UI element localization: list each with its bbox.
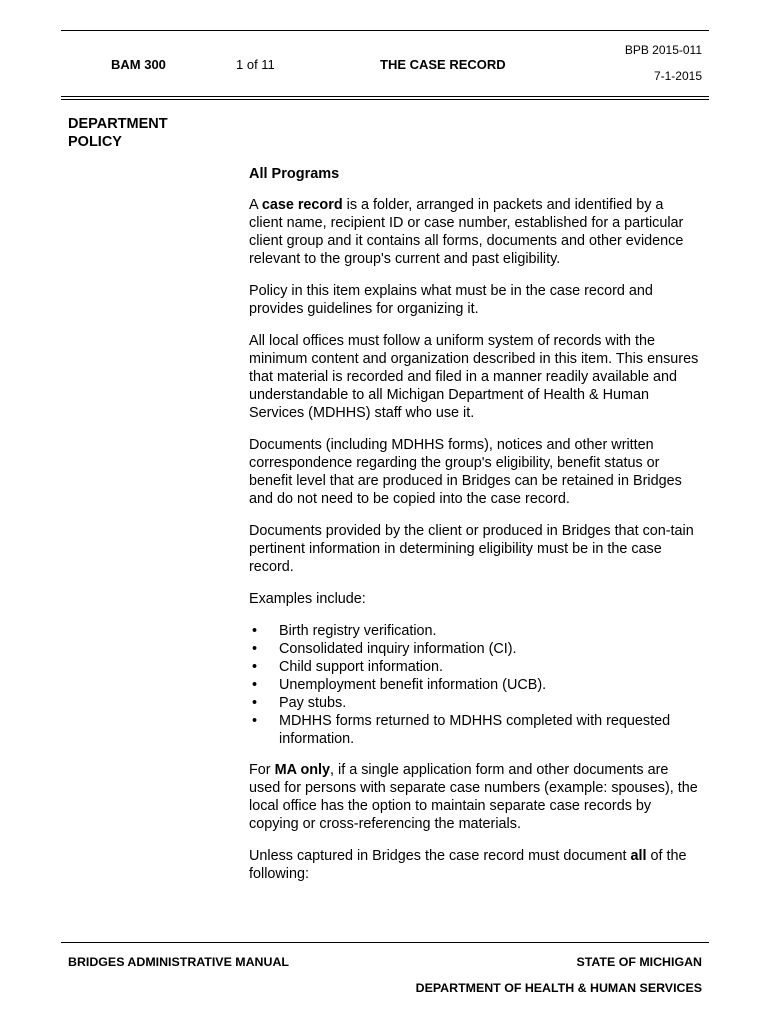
list-item (249, 640, 699, 658)
p8-lead: Unless captured in Bridges the case record must document (249, 848, 631, 864)
header-bottom-rule (61, 96, 709, 97)
p7-lead: For (249, 762, 275, 778)
policy-body (249, 165, 699, 897)
section-heading (68, 115, 168, 151)
p1-term: case record (261, 197, 343, 213)
paragraph-documents-bridges: Documents (including MDHHS forms), notices and other written correspondence regarding the group's eligibility, benefit status or benefit level that are produced in Bridges can be retained in Bridges and do not need to be copied into the case record. (249, 437, 682, 507)
paragraph-policy-purpose: Policy in this item explains what must be in the case record and provides guidelines for organizing it. (249, 283, 653, 317)
list-item (249, 694, 699, 712)
list-item-text: Child support information. (279, 659, 443, 675)
paragraph-case-record (249, 196, 699, 268)
bullet-icon: • (252, 623, 258, 639)
manual-code: BAM 300 (111, 57, 166, 72)
footer-rule (61, 942, 709, 943)
examples-list (249, 622, 699, 748)
bullet-icon: • (252, 659, 258, 675)
p7-term: MA only (274, 762, 331, 778)
section-heading-line-2: POLICY (68, 134, 122, 150)
bulletin-number: BPB 2015-011 (624, 43, 702, 57)
list-item-text: MDHHS forms returned to MDHHS completed with requested information. (279, 713, 671, 747)
page-number: 1 of 11 (236, 57, 275, 72)
document-title: THE CASE RECORD (380, 57, 506, 72)
p8-term: all (630, 848, 647, 864)
header-bottom-rule-2 (61, 99, 709, 100)
p1-rest: is a folder, arranged in packets and identified by a client name, recipient ID or case number, established for a particular client group and it contains all forms, documents and other evidence relevant to the group's current and past eligibility. (249, 197, 684, 267)
list-item-text: Unemployment benefit information (UCB). (279, 677, 547, 693)
list-item-text: Birth registry verification. (279, 623, 437, 639)
paragraph-examples-intro: Examples include: (249, 591, 366, 607)
paragraph-ma-only (249, 761, 699, 833)
footer-department: DEPARTMENT OF HEALTH & HUMAN SERVICES (415, 981, 702, 995)
paragraph-unless-captured (249, 847, 699, 883)
effective-date: 7-1-2015 (653, 69, 702, 83)
p7-rest: , if a single application form and other documents are used for persons with separate case numbers (example: spouses), the local office has the option to maintain separate case records by copying or cross-referencing the materials. (249, 762, 698, 832)
footer-state: STATE OF MICHIGAN (576, 955, 702, 969)
header-top-rule (61, 30, 709, 31)
bullet-icon: • (252, 695, 258, 711)
p1-lead: A (249, 197, 262, 213)
p8-rest: of the following: (249, 848, 687, 882)
footer-manual-name: BRIDGES ADMINISTRATIVE MANUAL (68, 955, 289, 969)
list-item-text: Consolidated inquiry information (CI). (279, 641, 517, 657)
list-item (249, 712, 699, 748)
section-heading-line-1: DEPARTMENT (68, 116, 168, 132)
paragraph-client-documents: Documents provided by the client or produced in Bridges that con-tain pertinent information in determining eligibility must be in the case record. (249, 523, 694, 575)
paragraph-uniform-system: All local offices must follow a uniform system of records with the minimum content and organization described in this item. This ensures that material is recorded and filed in a manner readily available and understandable to all Michigan Department of Health & Human Services (MDHHS) staff who use it. (249, 333, 699, 421)
content-heading: All Programs (249, 166, 340, 182)
bullet-icon: • (252, 677, 258, 693)
list-item (249, 658, 699, 676)
list-item (249, 622, 699, 640)
bullet-icon: • (252, 641, 258, 657)
list-item-text: Pay stubs. (279, 695, 347, 711)
list-item (249, 676, 699, 694)
bullet-icon: • (252, 713, 258, 729)
